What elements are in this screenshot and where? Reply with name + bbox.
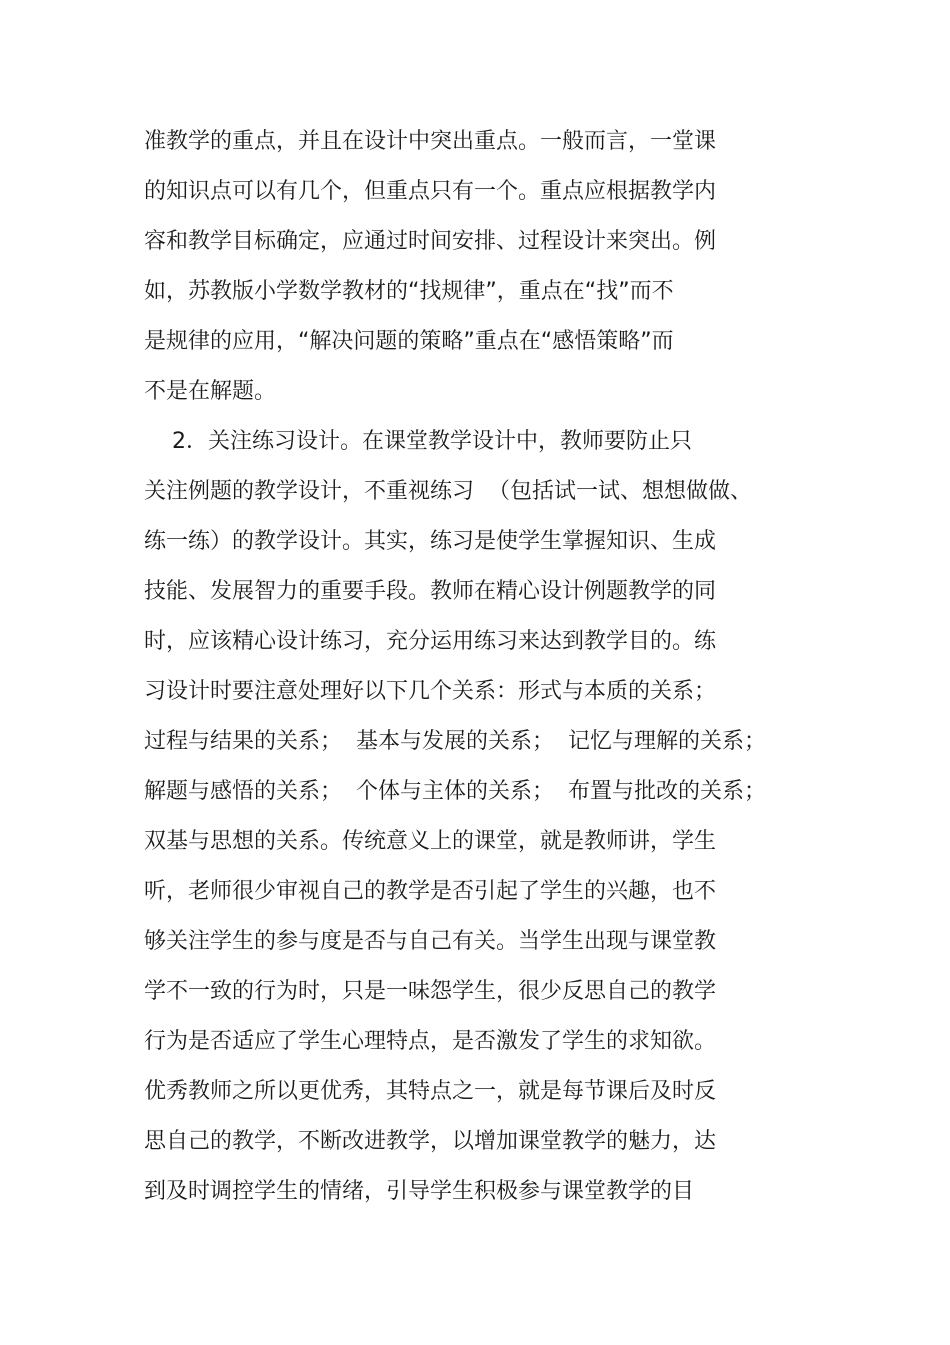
text-line: 技能、发展智力的重要手段。教师在精心设计例题教学的同 [144,579,717,604]
text-line: 行为是否适应了学生心理特点，是否激发了学生的求知欲。 [144,1029,717,1054]
text-line: 如，苏教版小学数学教材的“找规律”，重点在“找”而不 [144,279,674,304]
text-line: 解题与感悟的关系； 个体与主体的关系； 布置与批改的关系； [144,779,766,804]
text-line: 过程与结果的关系； 基本与发展的关系； 记忆与理解的关系； [144,729,766,754]
text-line: 到及时调控学生的情绪，引导学生积极参与课堂教学的目 [144,1179,695,1204]
text-line: 时，应该精心设计练习，充分运用练习来达到教学目的。练 [144,629,717,654]
text-line: 双基与思想的关系。传统意义上的课堂，就是教师讲，学生 [144,829,717,854]
text-line: 容和教学目标确定，应通过时间安排、过程设计来突出。例 [144,229,717,254]
text-line: 思自己的教学，不断改进教学，以增加课堂教学的魅力，达 [144,1129,717,1154]
text-line: 2．关注练习设计。在课堂教学设计中，教师要防止只 [144,429,692,454]
text-line: 关注例题的教学设计，不重视练习 （包括试一试、想想做做、 [144,479,752,504]
text-line: 学不一致的行为时，只是一味怨学生，很少反思自己的教学 [144,979,717,1004]
text-line: 不是在解题。 [144,379,277,404]
text-line: 优秀教师之所以更优秀，其特点之一，就是每节课后及时反 [144,1079,717,1104]
text-line: 练一练）的教学设计。其实，练习是使学生掌握知识、生成 [144,529,717,554]
text-line: 够关注学生的参与度是否与自己有关。当学生出现与课堂教 [144,929,717,954]
text-line: 习设计时要注意处理好以下几个关系：形式与本质的关系； [144,679,717,704]
text-line: 听，老师很少审视自己的教学是否引起了学生的兴趣，也不 [144,879,717,904]
text-line: 准教学的重点，并且在设计中突出重点。一般而言，一堂课 [144,129,717,154]
text-line: 的知识点可以有几个，但重点只有一个。重点应根据教学内 [144,179,717,204]
text-line: 是规律的应用，“解决问题的策略”重点在“感悟策略”而 [144,329,674,354]
